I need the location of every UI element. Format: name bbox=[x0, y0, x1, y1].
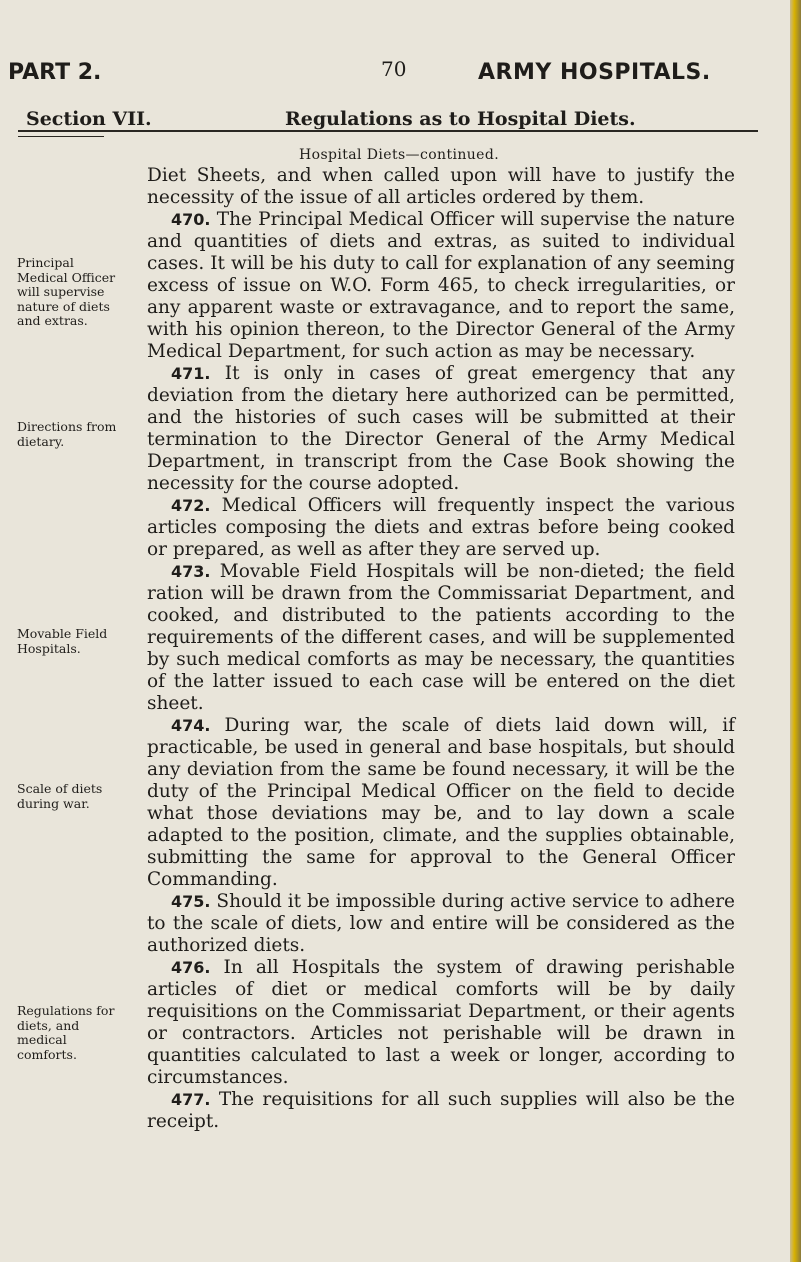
paragraph-473 bbox=[147, 561, 735, 715]
paragraph-471 bbox=[147, 363, 735, 495]
paragraph-text: Diet Sheets, and when called upon will have to justify the necessity of the issue of all articles ordered by them. bbox=[147, 165, 735, 208]
paragraph-number: 477. bbox=[171, 1090, 211, 1109]
paragraph-number: 472. bbox=[171, 496, 211, 515]
paragraph-text: In all Hospitals the system of drawing perishable articles of diet or medical comforts will be by daily requisitions on the Commissariat Department, or their agents or contractors. Articles not perishable will be drawn in quantities calculated to last a week or longer, according to circumstances. bbox=[147, 957, 735, 1088]
paragraph-text: The Principal Medical Officer will supervise the nature and quantities of diets and extras, as suited to individual cases. It will be his duty to call for explanation of any seeming excess of issue on W.O. Form 465, to check irregularities, or any apparent waste or extravagance, and to report the same, with his opinion thereon, to the Director General of the Army Medical Department, for such action as may be necessary. bbox=[147, 209, 735, 362]
paragraph-text: It is only in cases of great emergency that any deviation from the dietary here authorized can be permitted, and the histories of such cases will be submitted at their termination to the Director General of the Army Medical Department, in transcript from the Case Book showing the necessity for the course adopted. bbox=[147, 363, 736, 494]
paragraph-number: 471. bbox=[171, 364, 211, 383]
section-label: Section VII. bbox=[26, 108, 152, 130]
paragraph-number: 476. bbox=[171, 958, 211, 977]
margin-rule bbox=[18, 136, 104, 137]
paragraph-number: 473. bbox=[171, 562, 211, 581]
book-title: ARMY HOSPITALS. bbox=[478, 60, 711, 85]
running-header bbox=[0, 50, 790, 90]
margin-note: Directions from dietary. bbox=[17, 419, 117, 449]
part-label: PART 2. bbox=[8, 60, 102, 85]
page-number: 70 bbox=[381, 57, 407, 81]
paragraph-number: 475. bbox=[171, 892, 211, 911]
paragraph-text: Medical Officers will frequently inspect the various articles composing the diets and extras before being cooked or prepared, as well as after they are served up. bbox=[147, 495, 735, 560]
paragraph-470 bbox=[147, 209, 735, 363]
paragraph bbox=[147, 165, 735, 209]
section-title: Regulations as to Hospital Diets. bbox=[285, 108, 636, 130]
margin-note: Scale of diets during war. bbox=[17, 781, 103, 811]
paragraph-text: Should it be impossible during active service to adhere to the scale of diets, low and entire will be considered as the authorized diets. bbox=[147, 891, 735, 956]
margin-note: Movable Field Hospitals. bbox=[17, 626, 108, 656]
paragraph-472 bbox=[147, 495, 735, 561]
heading-rule bbox=[18, 130, 758, 132]
paragraph-number: 474. bbox=[171, 716, 211, 735]
book-spine-edge bbox=[790, 0, 801, 1262]
paragraph-text: The requisitions for all such supplies will also be the receipt. bbox=[147, 1089, 735, 1132]
paragraph-476 bbox=[147, 957, 735, 1089]
margin-note: Principal Medical Officer will supervise nature of diets and extras. bbox=[17, 255, 116, 328]
continued-heading: Hospital Diets—continued. bbox=[299, 147, 500, 163]
body-text bbox=[147, 165, 735, 1133]
paragraph-text: During war, the scale of diets laid down will, if practicable, be used in general and base hospitals, but should any deviation from the same be found necessary, it will be the duty of the Principal Medical Officer on the field to decide what those deviations may be, and to lay down a scale adapted to the position, climate, and the supplies obtainable, submitting the same for approval to the General Officer Commanding. bbox=[147, 715, 735, 890]
paragraph-477 bbox=[147, 1089, 735, 1133]
paragraph-text: Movable Field Hospitals will be non-dieted; the field ration will be drawn from the Commissariat Department, and cooked, and distributed to the patients according to the requirements of the different cases, and will be supplemented by such medical comforts as may be necessary, the quantities of the latter issued to each case will be entered on the diet sheet. bbox=[147, 561, 735, 714]
margin-note: Regulations for diets, and medical comforts. bbox=[17, 1003, 115, 1062]
paragraph-number: 470. bbox=[171, 210, 211, 229]
paragraph-475 bbox=[147, 891, 735, 957]
paragraph-474 bbox=[147, 715, 735, 891]
